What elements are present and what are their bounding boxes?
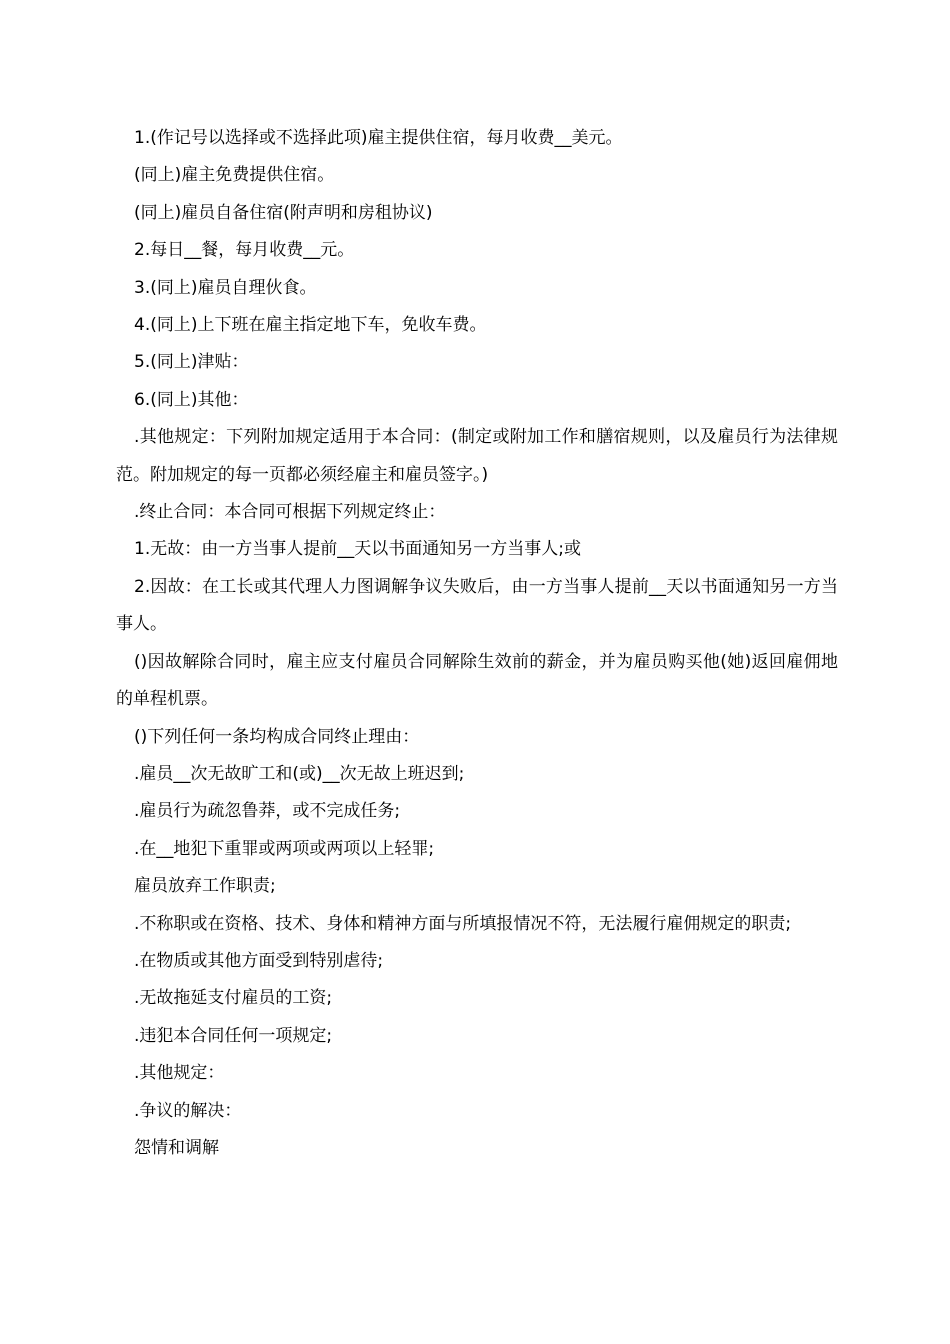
- list-item-crime: .在__地犯下重罪或两项或两项以上轻罪;: [134, 838, 435, 859]
- paragraph-termination-without-cause: 1.无故：由一方当事人提前__天以书面通知另一方当事人;或: [134, 539, 581, 560]
- paragraph-transport: 4.(同上)上下班在雇主指定地下车，免收车费。: [134, 315, 487, 336]
- paragraph-termination-grounds: ()下列任何一条均构成合同终止理由：: [134, 726, 420, 747]
- paragraph-meals-paid: 2.每日__餐，每月收费__元。: [134, 240, 355, 261]
- list-item-other: .其他规定：: [134, 1063, 225, 1084]
- list-item-negligence: .雇员行为疏忽鲁莽，或不完成任务;: [134, 801, 401, 822]
- paragraph-other-provisions: .其他规定：下列附加规定适用于本合同：(制定或附加工作和膳宿规则，以及雇员行为法律规范。附加规定的每一页都必须经雇主和雇员签字。): [116, 427, 838, 485]
- document-body: [116, 120, 838, 1167]
- list-item-wage-delay: .无故拖延支付雇员的工资;: [134, 988, 333, 1009]
- paragraph-dispute-resolution: .争议的解决：: [134, 1100, 242, 1121]
- paragraph-lodging-free: (同上)雇主免费提供住宿。: [134, 165, 335, 186]
- paragraph-termination: .终止合同：本合同可根据下列规定终止：: [134, 502, 446, 523]
- paragraph-termination-payment: ()因故解除合同时，雇主应支付雇员合同解除生效前的薪金，并为雇员购买他(她)返回雇佣地的单程机票。: [116, 651, 838, 710]
- paragraph-allowance: 5.(同上)津贴：: [134, 352, 249, 373]
- list-item-contract-violation: .违犯本合同任何一项规定;: [134, 1025, 333, 1046]
- paragraph-lodging-paid: 1.(作记号以选择或不选择此项)雇主提供住宿，每月收费__美元。: [134, 128, 623, 148]
- paragraph-other-benefits: 6.(同上)其他：: [134, 389, 249, 410]
- paragraph-meals-self: 3.(同上)雇员自理伙食。: [134, 277, 317, 298]
- list-item-absence: .雇员__次无故旷工和(或)__次无故上班迟到;: [134, 763, 465, 784]
- list-item-abandonment: 雇员放弃工作职责;: [134, 876, 276, 897]
- paragraph-lodging-self: (同上)雇员自备住宿(附声明和房租协议): [134, 202, 433, 223]
- list-item-abuse: .在物质或其他方面受到特别虐待;: [134, 950, 384, 971]
- paragraph-termination-with-cause: 2.因故：在工长或其代理人力图调解争议失败后，由一方当事人提前__天以书面通知另一方当事人。: [116, 576, 838, 635]
- list-item-incompetence: .不称职或在资格、技术、身体和精神方面与所填报情况不符，无法履行雇佣规定的职责;: [134, 913, 792, 934]
- paragraph-grievance-mediation: 怨情和调解: [134, 1137, 219, 1158]
